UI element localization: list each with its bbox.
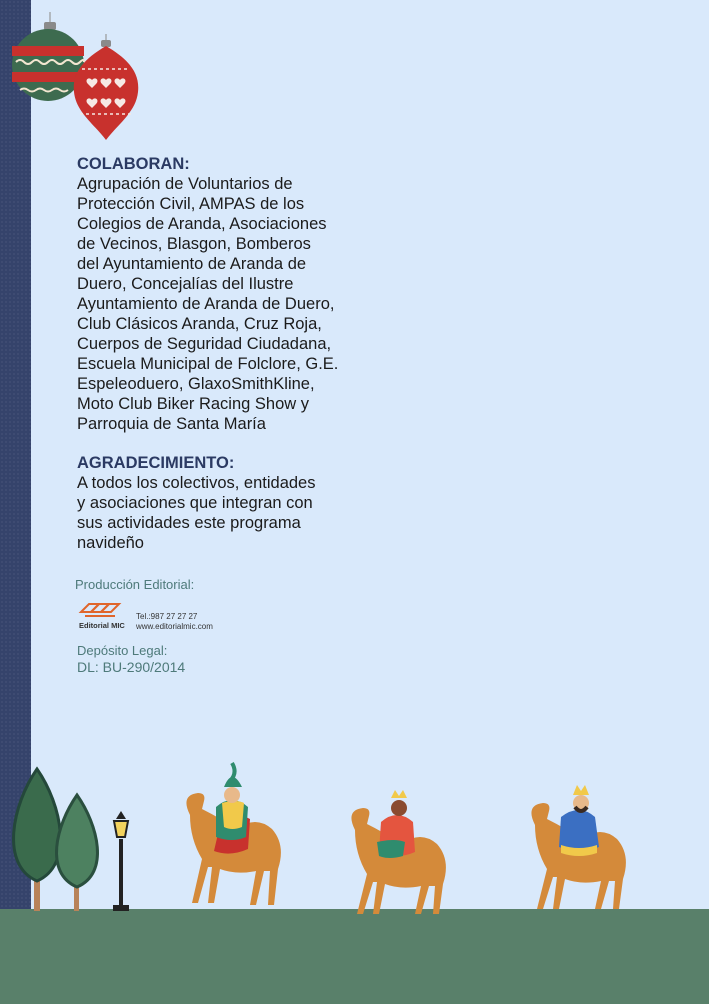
agradecimiento-section (77, 453, 342, 553)
colaboran-line: Parroquia de Santa María (77, 415, 266, 433)
agradecimiento-line: A todos los colectivos, entidades (77, 474, 316, 492)
deposito-label: Depósito Legal: (77, 643, 168, 658)
striped-ornament-icon (12, 12, 84, 101)
colaboran-heading: COLABORAN: (77, 155, 190, 173)
colaboran-line: Club Clásicos Aranda, Cruz Roja, (77, 315, 322, 333)
colaboran-line: Colegios de Aranda, Asociaciones (77, 215, 327, 233)
agradecimiento-line: sus actividades este programa (77, 514, 301, 532)
publisher-block (77, 598, 277, 636)
tree-icon (57, 795, 98, 911)
king-on-camel-icon (531, 785, 625, 909)
colaboran-line: Escuela Municipal de Folclore, G.E. (77, 355, 339, 373)
colaboran-line: del Ayuntamiento de Aranda de (77, 255, 307, 273)
colaboran-line: Espeleoduero, GlaxoSmithKline, (77, 375, 315, 393)
ground (0, 909, 709, 1004)
colaboran-line: de Vecinos, Blasgon, Bomberos (77, 235, 311, 253)
king-on-camel-icon (351, 790, 445, 914)
colaboran-line: Cuerpos de Seguridad Ciudadana, (77, 335, 332, 353)
deposito-value: DL: BU-290/2014 (77, 659, 186, 675)
publisher-contact (136, 612, 213, 632)
colaboran-line: Duero, Concejalías del Ilustre (77, 275, 294, 293)
king-on-camel-icon (186, 763, 280, 905)
produccion-label: Producción Editorial: (75, 577, 195, 592)
colaboran-section (77, 154, 347, 434)
colaboran-line: Ayuntamiento de Aranda de Duero, (77, 295, 335, 313)
colaboran-line: Moto Club Biker Racing Show y (77, 395, 310, 413)
agradecimiento-line: y asociaciones que integran con (77, 494, 313, 512)
agradecimiento-line: navideño (77, 534, 144, 552)
tree-icon (14, 769, 61, 911)
colaboran-line: Agrupación de Voluntarios de (77, 175, 293, 193)
publisher-phone: Tel.:987 27 27 27 (136, 612, 198, 621)
colaboran-line: Protección Civil, AMPAS de los (77, 195, 305, 213)
publisher-web: www.editorialmic.com (136, 622, 213, 631)
agradecimiento-heading: AGRADECIMIENTO: (77, 454, 235, 472)
street-lamp-icon (113, 811, 129, 911)
christmas-ornaments (10, 12, 145, 142)
publisher-name: Editorial MIC (79, 621, 125, 630)
nativity-scene (0, 755, 709, 915)
